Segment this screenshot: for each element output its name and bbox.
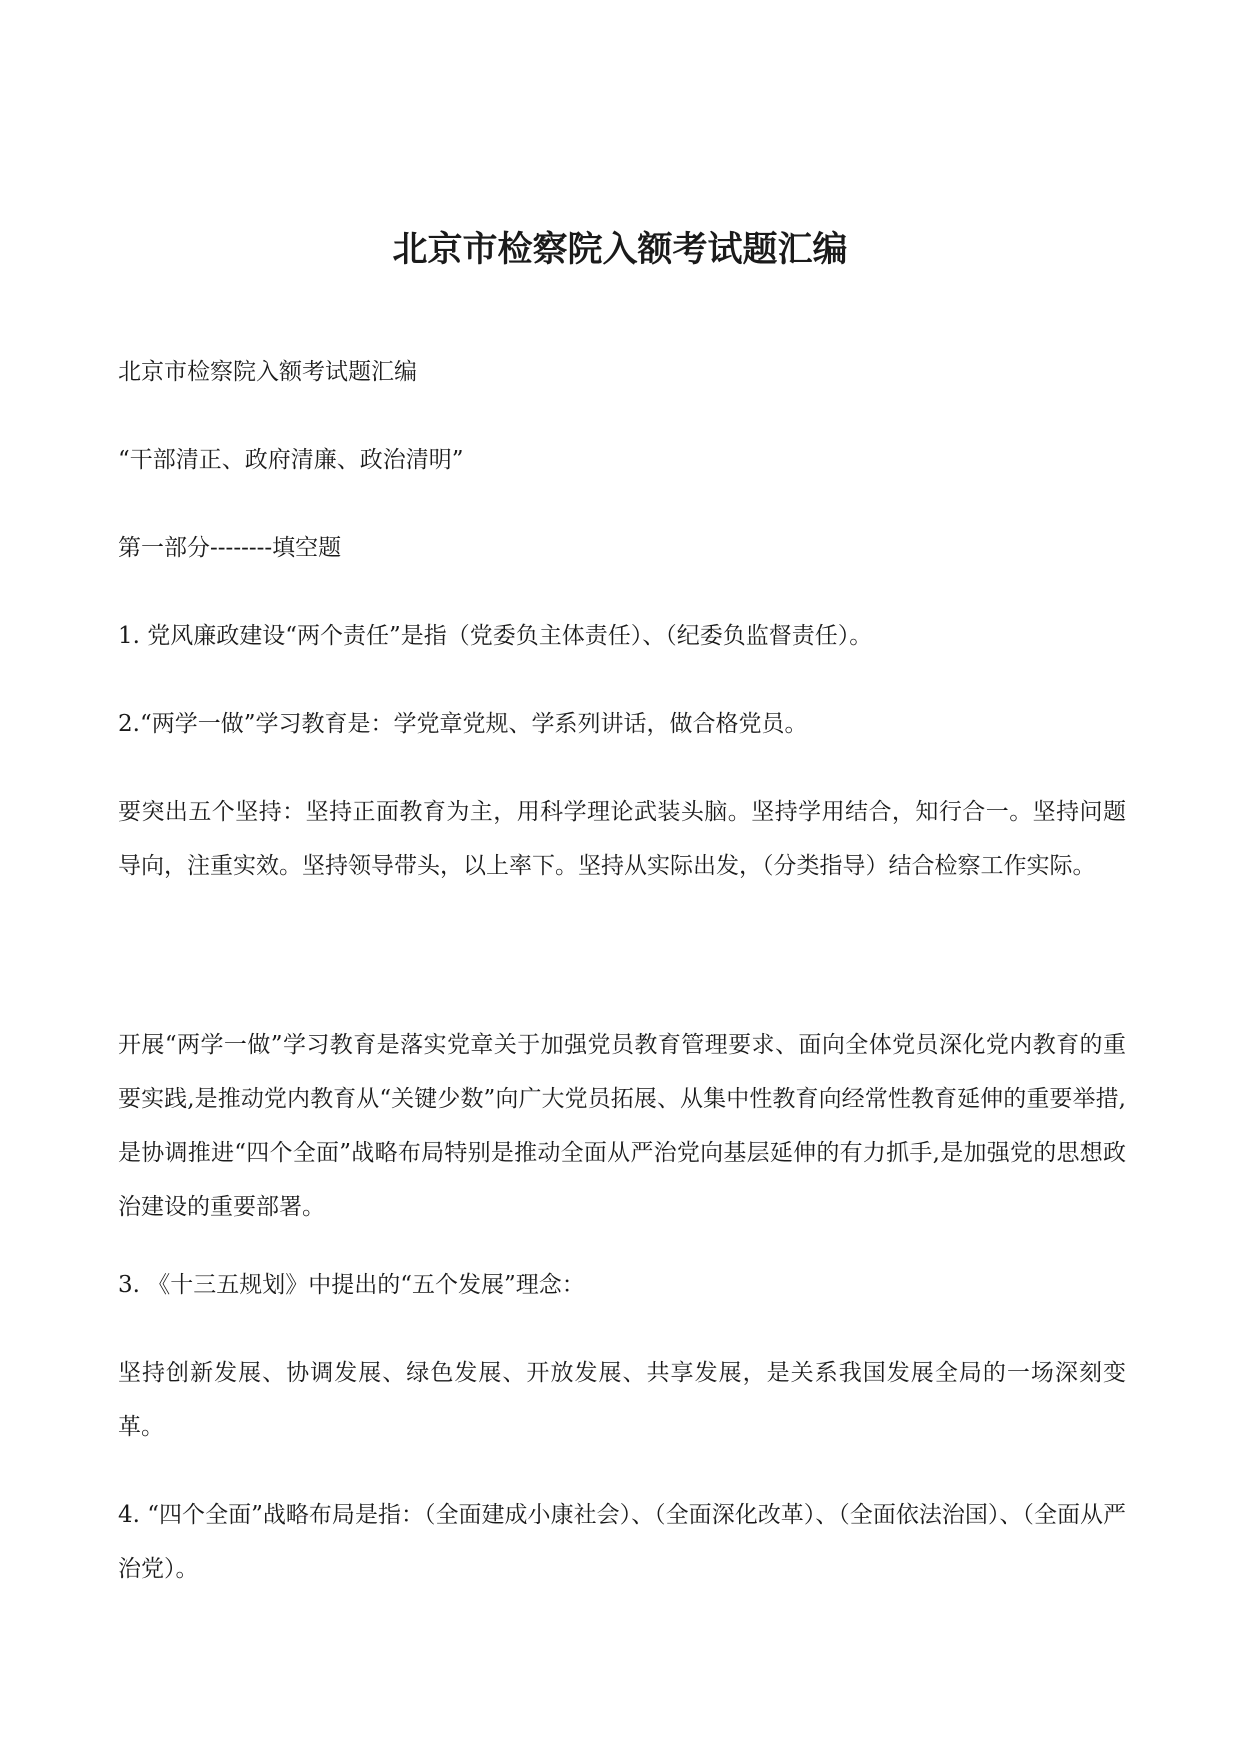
section-heading: 第一部分--------填空题 — [118, 535, 342, 561]
question-4: 4. “四个全面”战略布局是指：（全面建成小康社会）、（全面深化改革）、（全面依法治国）、（全面从严治党）。 — [118, 1502, 1126, 1582]
question-3: 3. 《十三五规划》中提出的“五个发展”理念： — [118, 1272, 585, 1298]
question-2: 2.“两学一做”学习教育是：学党章党规、学系列讲话，做合格党员。 — [118, 711, 808, 737]
question-1: 1. 党风廉政建设“两个责任”是指（党委负主体责任）、（纪委负监督责任）。 — [118, 623, 873, 649]
subtitle-paragraph: 北京市检察院入额考试题汇编 — [118, 359, 417, 385]
motto-paragraph: “干部清正、政府清廉、政治清明” — [118, 447, 464, 473]
question-3-answer: 坚持创新发展、协调发展、绿色发展、开放发展、共享发展，是关系我国发展全局的一场深刻变革。 — [118, 1360, 1126, 1440]
question-2-detail: 要突出五个坚持：坚持正面教育为主，用科学理论武装头脑。坚持学用结合，知行合一。坚持问题导向，注重实效。坚持领导带头，以上率下。坚持从实际出发，（分类指导）结合检察工作实际。 — [118, 799, 1126, 879]
question-2-explanation: 开展“两学一做”学习教育是落实党章关于加强党员教育管理要求、面向全体党员深化党内教育的重要实践,是推动党内教育从“关键少数”向广大党员拓展、从集中性教育向经常性教育延伸的重要举措,是协调推进“四个全面”战略布局特别是推动全面从严治党向基层延伸的有力抓手,是加强党的思想政治建设的重要部署。 — [118, 1032, 1126, 1220]
document-title: 北京市检察院入额考试题汇编 — [392, 229, 848, 270]
